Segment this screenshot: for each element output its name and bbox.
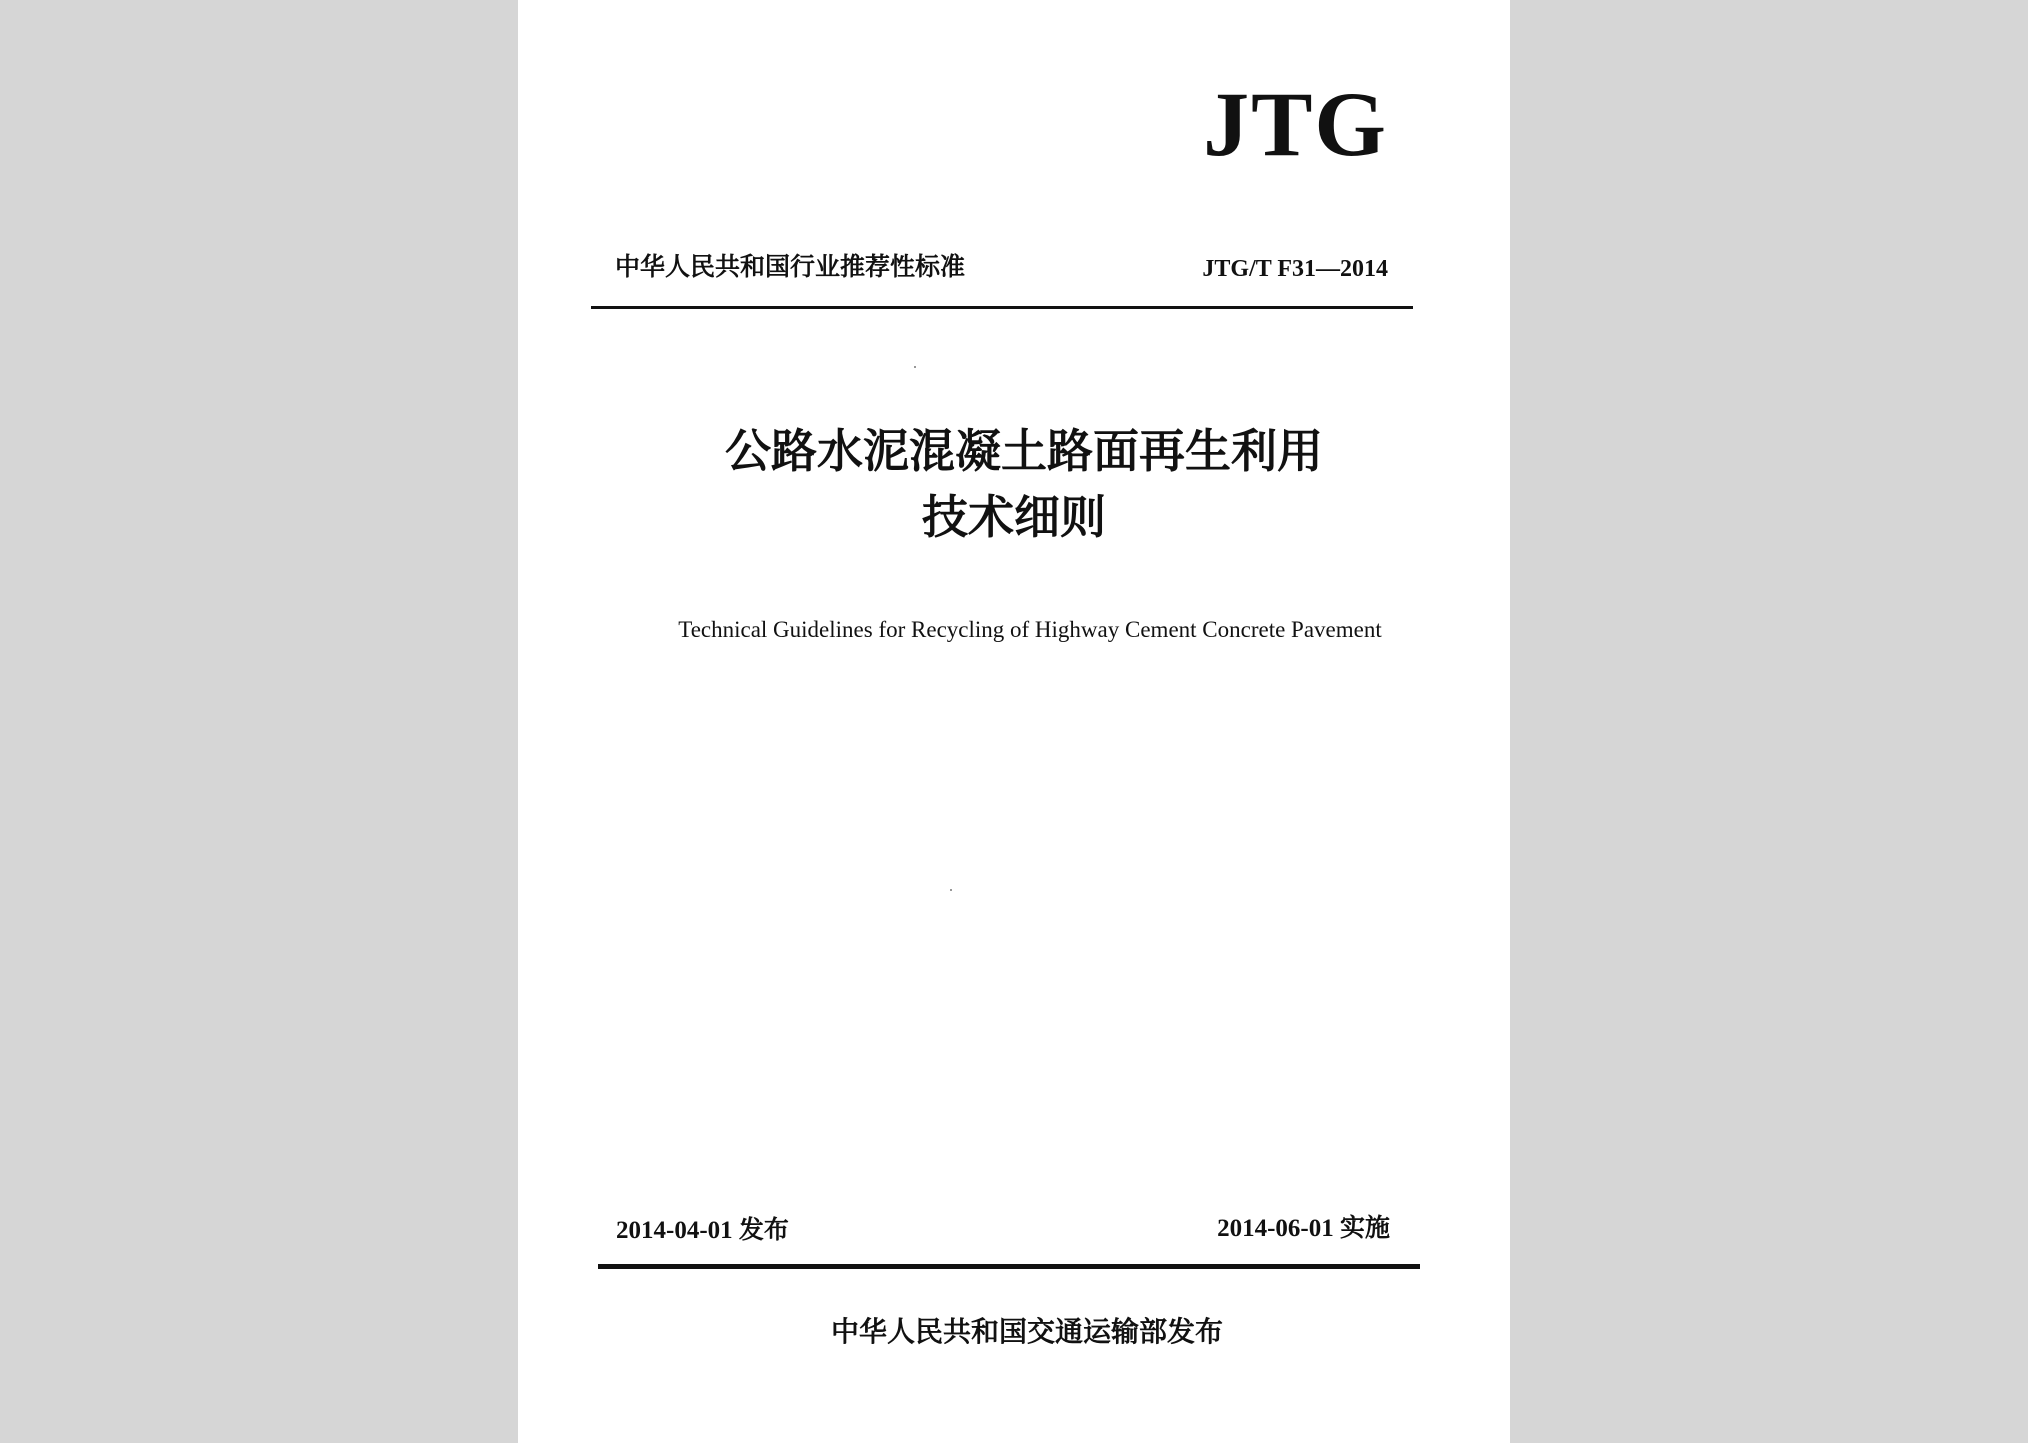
title-english: Technical Guidelines for Recycling of Highway Cement Concrete Pavement xyxy=(678,617,1382,642)
publisher: 中华人民共和国交通运输部发布 xyxy=(830,1315,1223,1348)
scan-speck xyxy=(914,366,916,368)
scan-speck xyxy=(950,889,952,891)
effective-date: 2014-06-01 实施 xyxy=(1217,1215,1390,1242)
title-chinese xyxy=(518,416,1510,552)
jtg-logo: JTG xyxy=(1203,73,1388,175)
footer-divider xyxy=(598,1264,1420,1269)
standard-type: 中华人民共和国行业推荐性标准 xyxy=(615,252,966,281)
title-chinese-line1: 公路水泥混凝土路面再生利用 xyxy=(725,424,1323,478)
issue-date: 2014-04-01 发布 xyxy=(616,1217,789,1244)
title-chinese-line2: 技术细则 xyxy=(922,490,1106,544)
header-divider xyxy=(591,306,1413,309)
standard-code: JTG/T F31—2014 xyxy=(1202,256,1388,282)
document-page xyxy=(518,0,1510,1443)
